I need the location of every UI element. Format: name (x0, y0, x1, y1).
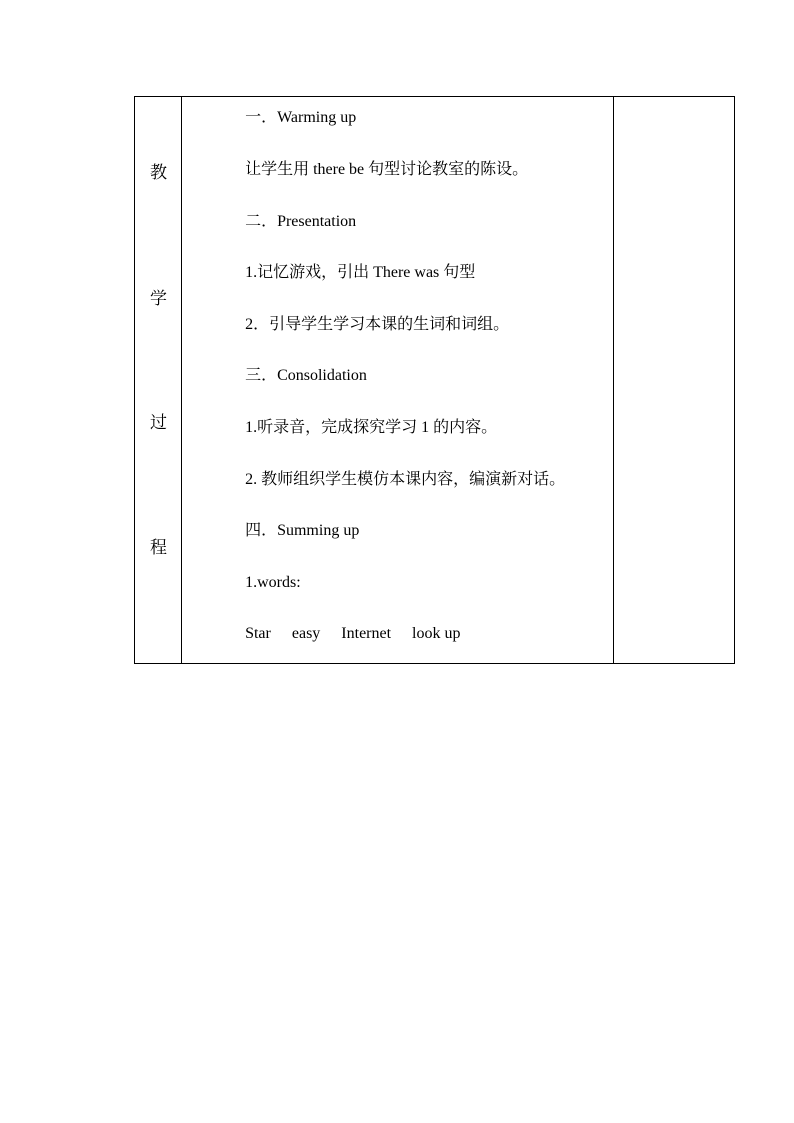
vocabulary-word: Internet (341, 625, 392, 642)
label-char: 过 (150, 413, 167, 433)
section-heading-warming-up: 一．Warming up (245, 109, 357, 126)
content-line: 2．引导学生学习本课的生词和词组。 (245, 316, 510, 333)
content-line: 1.words: (245, 574, 301, 591)
teaching-process-row (135, 97, 735, 664)
label-char: 程 (150, 538, 167, 558)
teaching-process-label-cell (135, 97, 182, 664)
notes-cell (613, 97, 734, 664)
vocabulary-words-line (245, 624, 477, 644)
label-char: 教 (150, 163, 167, 183)
content-line: 1.听录音，完成探究学习 1 的内容。 (245, 419, 498, 436)
content-line: 2. 教师组织学生模仿本课内容，编演新对话。 (245, 471, 566, 488)
content-line: 让学生用 there be 句型讨论教室的陈设。 (245, 161, 529, 178)
section-heading-presentation: 二．Presentation (245, 213, 357, 230)
vocabulary-word: Star (245, 625, 271, 642)
teaching-content-cell (182, 97, 614, 664)
vocabulary-word: easy (291, 625, 321, 642)
section-heading-consolidation: 三．Consolidation (245, 367, 367, 384)
content-line: 1.记忆游戏，引出 There was 句型 (245, 264, 476, 281)
lesson-plan-table (134, 96, 735, 664)
label-char: 学 (150, 289, 167, 309)
vocabulary-word: look up (412, 625, 461, 642)
section-heading-summing-up: 四．Summing up (245, 522, 360, 539)
